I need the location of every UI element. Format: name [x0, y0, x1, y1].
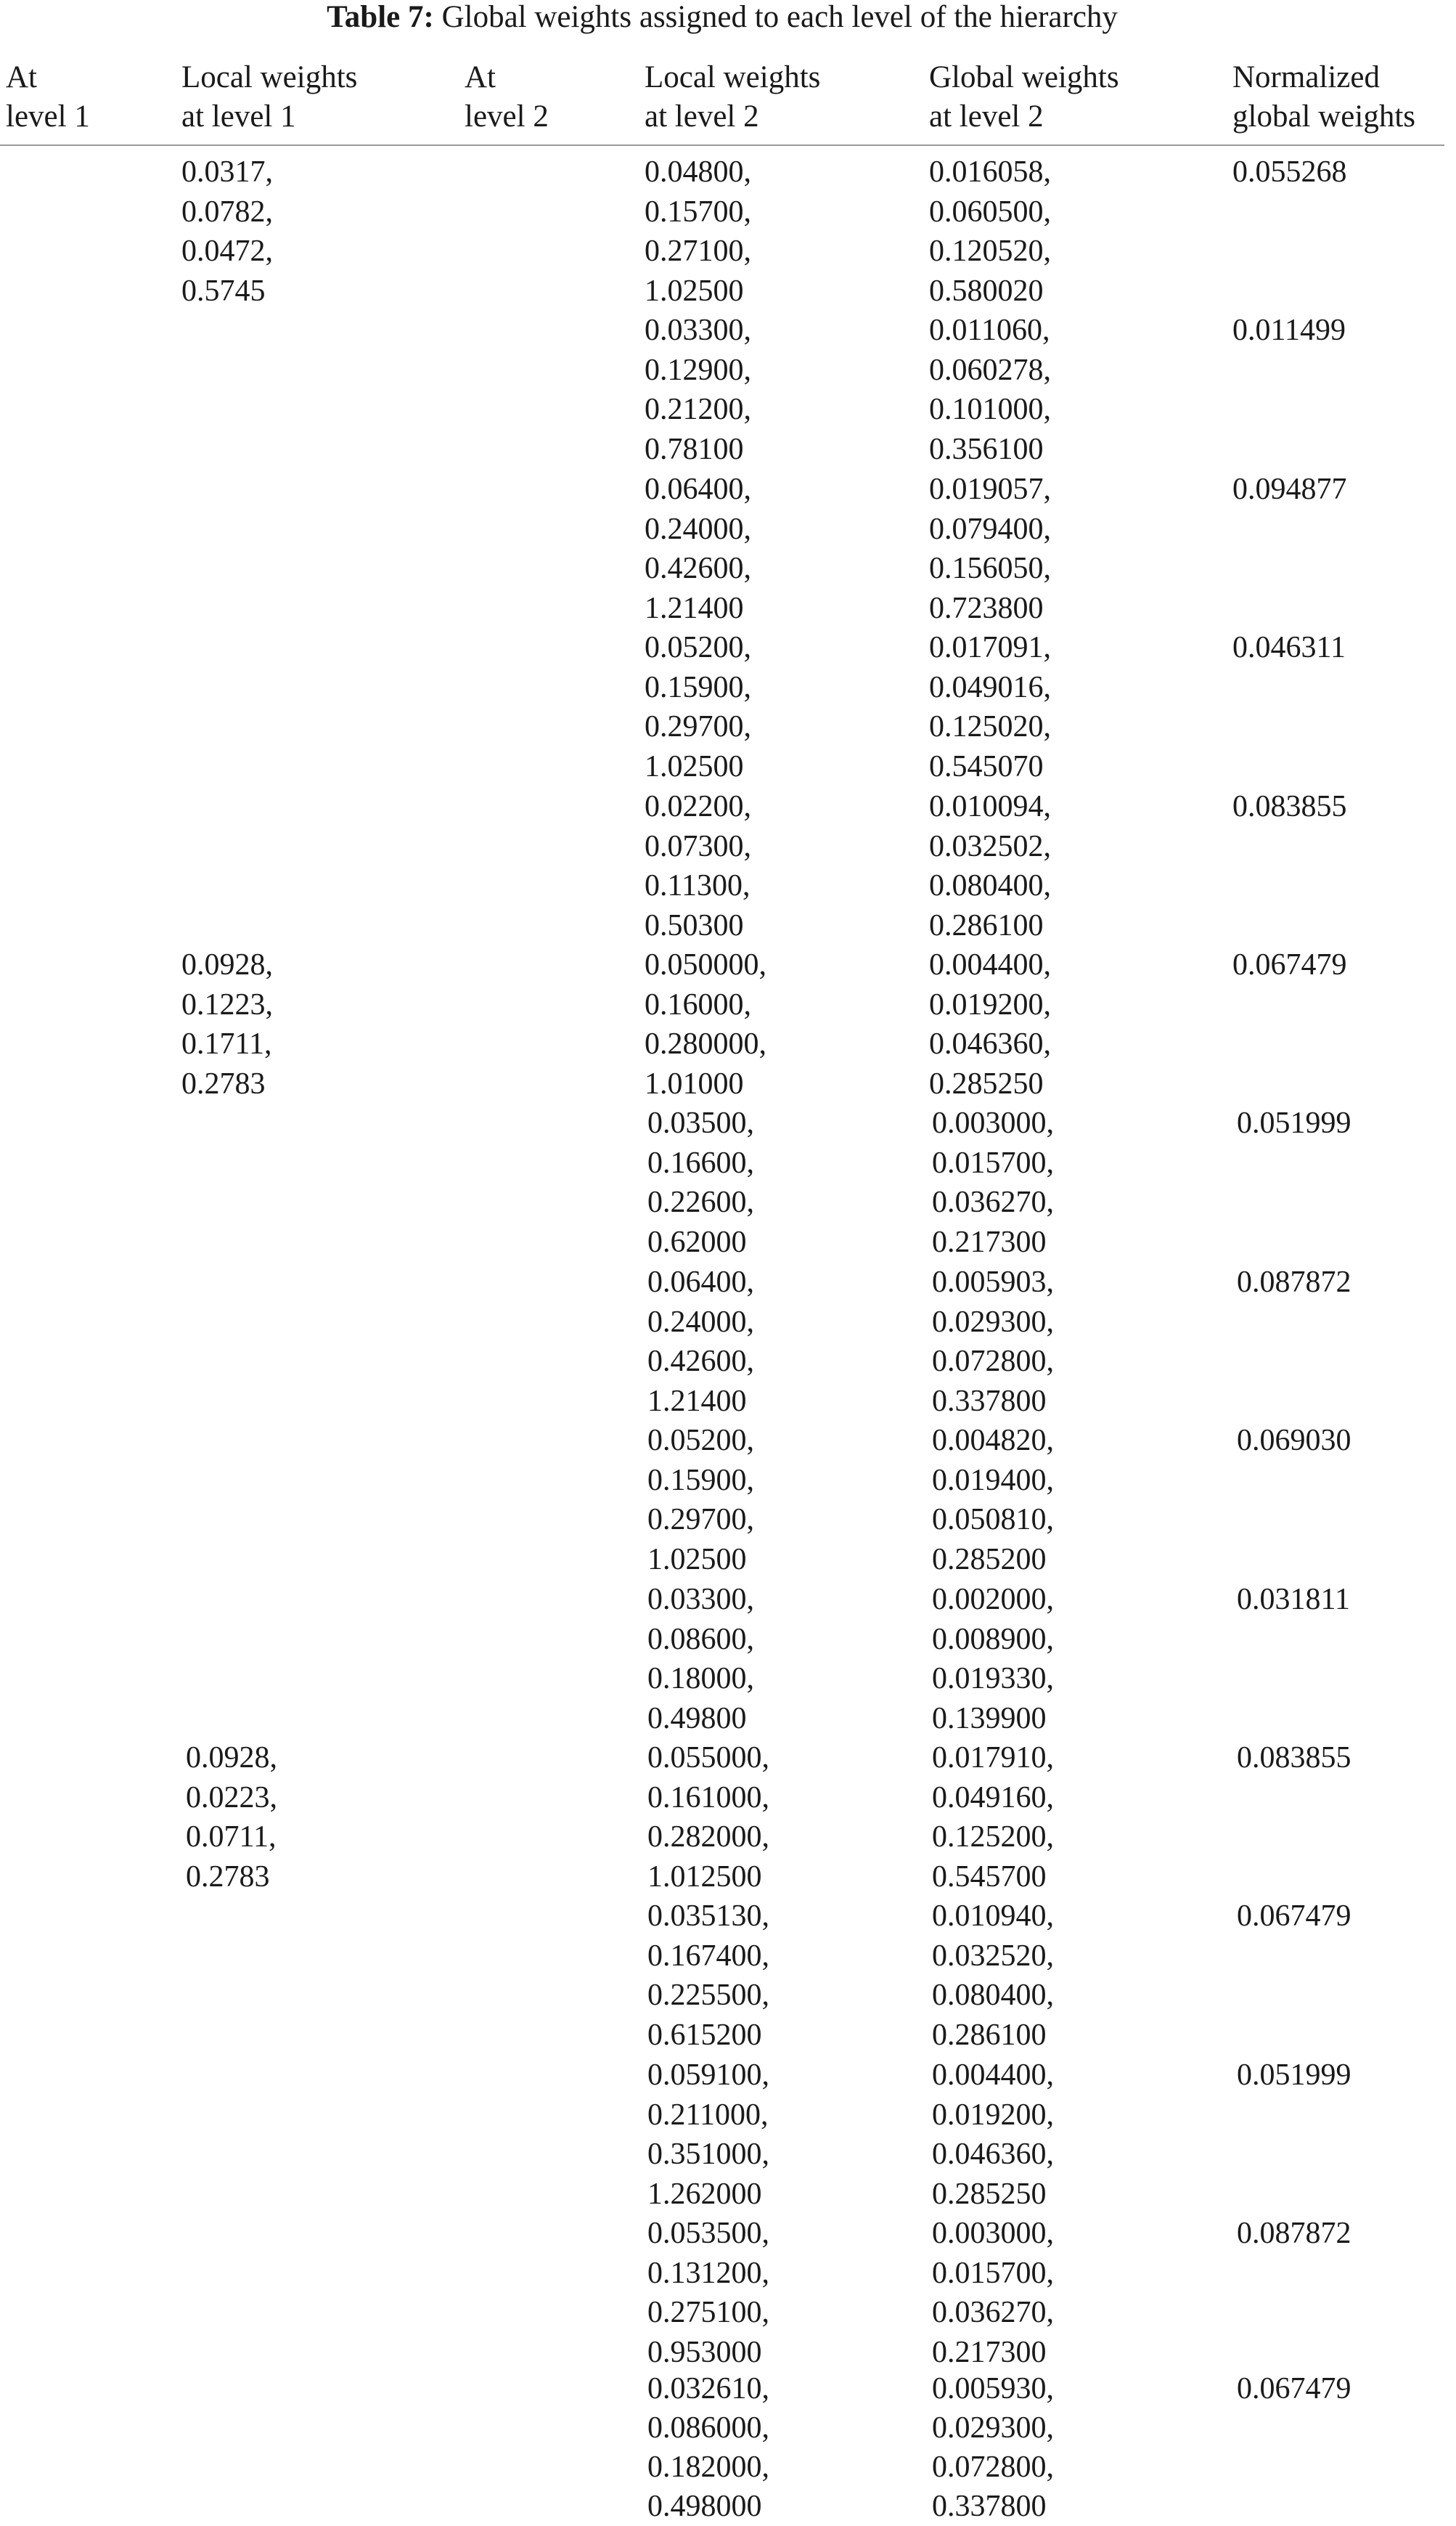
header-at-level-2: At level 2 [465, 60, 549, 134]
row-5-normalized-global-weight: 0.083855 [1232, 790, 1347, 823]
table-caption [0, 0, 1444, 35]
level1-local-weights-group-1: 0.0317, 0.0782, 0.0472, 0.5745 [181, 155, 273, 308]
row-8-global-weights-level-2: 0.005903, 0.029300, 0.072800, 0.337800 [932, 1266, 1054, 1418]
row-11-local-weights-level-2: 0.055000, 0.161000, 0.282000, 1.012500 [647, 1741, 769, 1894]
row-11-global-weights-level-2: 0.017910, 0.049160, 0.125200, 0.545700 [932, 1741, 1054, 1894]
row-13-local-weights-level-2: 0.059100, 0.211000, 0.351000, 1.262000 [647, 2058, 769, 2211]
row-10-global-weights-level-2: 0.002000, 0.008900, 0.019330, 0.139900 [932, 1583, 1054, 1735]
row-9-normalized-global-weight: 0.069030 [1237, 1424, 1351, 1457]
row-2-normalized-global-weight: 0.011499 [1232, 314, 1346, 347]
row-1-local-weights-level-2: 0.04800, 0.15700, 0.27100, 1.02500 [645, 155, 751, 308]
row-5-global-weights-level-2: 0.010094, 0.032502, 0.080400, 0.286100 [929, 790, 1051, 942]
row-1-global-weights-level-2: 0.016058, 0.060500, 0.120520, 0.580020 [929, 155, 1051, 308]
row-3-local-weights-level-2: 0.06400, 0.24000, 0.42600, 1.21400 [645, 473, 751, 625]
row-2-global-weights-level-2: 0.011060, 0.060278, 0.101000, 0.356100 [929, 314, 1051, 466]
row-8-normalized-global-weight: 0.087872 [1237, 1266, 1351, 1299]
header-at-level-1: At level 1 [6, 60, 90, 134]
row-12-normalized-global-weight: 0.067479 [1237, 1899, 1351, 1933]
row-15-local-weights-level-2: 0.032610, 0.086000, 0.182000, 0.498000 [647, 2372, 769, 2523]
row-11-normalized-global-weight: 0.083855 [1237, 1741, 1351, 1775]
row-8-local-weights-level-2: 0.06400, 0.24000, 0.42600, 1.21400 [647, 1266, 754, 1418]
row-6-local-weights-level-2: 0.050000, 0.16000, 0.280000, 1.01000 [645, 948, 766, 1101]
row-7-local-weights-level-2: 0.03500, 0.16600, 0.22600, 0.62000 [647, 1107, 754, 1259]
row-6-normalized-global-weight: 0.067479 [1232, 948, 1347, 982]
header-normalized-global-weights: Normalized global weights [1232, 60, 1415, 134]
row-14-local-weights-level-2: 0.053500, 0.131200, 0.275100, 0.953000 [647, 2217, 769, 2369]
row-14-global-weights-level-2: 0.003000, 0.015700, 0.036270, 0.217300 [932, 2217, 1054, 2369]
row-2-local-weights-level-2: 0.03300, 0.12900, 0.21200, 0.78100 [645, 314, 751, 466]
row-13-global-weights-level-2: 0.004400, 0.019200, 0.046360, 0.285250 [932, 2058, 1054, 2211]
row-1-normalized-global-weight: 0.055268 [1232, 155, 1347, 189]
header-local-weights-level-2: Local weights at level 2 [645, 60, 821, 134]
row-10-local-weights-level-2: 0.03300, 0.08600, 0.18000, 0.49800 [647, 1583, 754, 1735]
row-4-normalized-global-weight: 0.046311 [1232, 631, 1346, 664]
row-9-global-weights-level-2: 0.004820, 0.019400, 0.050810, 0.285200 [932, 1424, 1054, 1576]
level1-local-weights-group-3: 0.0928, 0.0223, 0.0711, 0.2783 [186, 1741, 277, 1894]
row-15-normalized-global-weight: 0.067479 [1237, 2372, 1351, 2405]
row-14-normalized-global-weight: 0.087872 [1237, 2217, 1351, 2250]
header-global-weights-level-2: Global weights at level 2 [929, 60, 1119, 134]
table-caption-text: Global weights assigned to each level of the hierarchy [441, 0, 1118, 34]
header-rule [0, 144, 1444, 146]
row-5-local-weights-level-2: 0.02200, 0.07300, 0.11300, 0.50300 [645, 790, 751, 942]
row-6-global-weights-level-2: 0.004400, 0.019200, 0.046360, 0.285250 [929, 948, 1051, 1101]
row-9-local-weights-level-2: 0.05200, 0.15900, 0.29700, 1.02500 [647, 1424, 754, 1576]
row-7-global-weights-level-2: 0.003000, 0.015700, 0.036270, 0.217300 [932, 1107, 1054, 1259]
row-3-normalized-global-weight: 0.094877 [1232, 473, 1347, 506]
table-caption-label: Table 7: [327, 0, 434, 34]
row-3-global-weights-level-2: 0.019057, 0.079400, 0.156050, 0.723800 [929, 473, 1051, 625]
row-12-local-weights-level-2: 0.035130, 0.167400, 0.225500, 0.615200 [647, 1899, 769, 2052]
row-15-global-weights-level-2: 0.005930, 0.029300, 0.072800, 0.337800 [932, 2372, 1054, 2523]
level1-local-weights-group-2: 0.0928, 0.1223, 0.1711, 0.2783 [181, 948, 273, 1101]
header-local-weights-level-1: Local weights at level 1 [181, 60, 358, 134]
row-12-global-weights-level-2: 0.010940, 0.032520, 0.080400, 0.286100 [932, 1899, 1054, 2052]
row-4-global-weights-level-2: 0.017091, 0.049016, 0.125020, 0.545070 [929, 631, 1051, 783]
row-10-normalized-global-weight: 0.031811 [1237, 1583, 1350, 1616]
row-4-local-weights-level-2: 0.05200, 0.15900, 0.29700, 1.02500 [645, 631, 751, 783]
row-7-normalized-global-weight: 0.051999 [1237, 1107, 1351, 1140]
row-13-normalized-global-weight: 0.051999 [1237, 2058, 1351, 2092]
